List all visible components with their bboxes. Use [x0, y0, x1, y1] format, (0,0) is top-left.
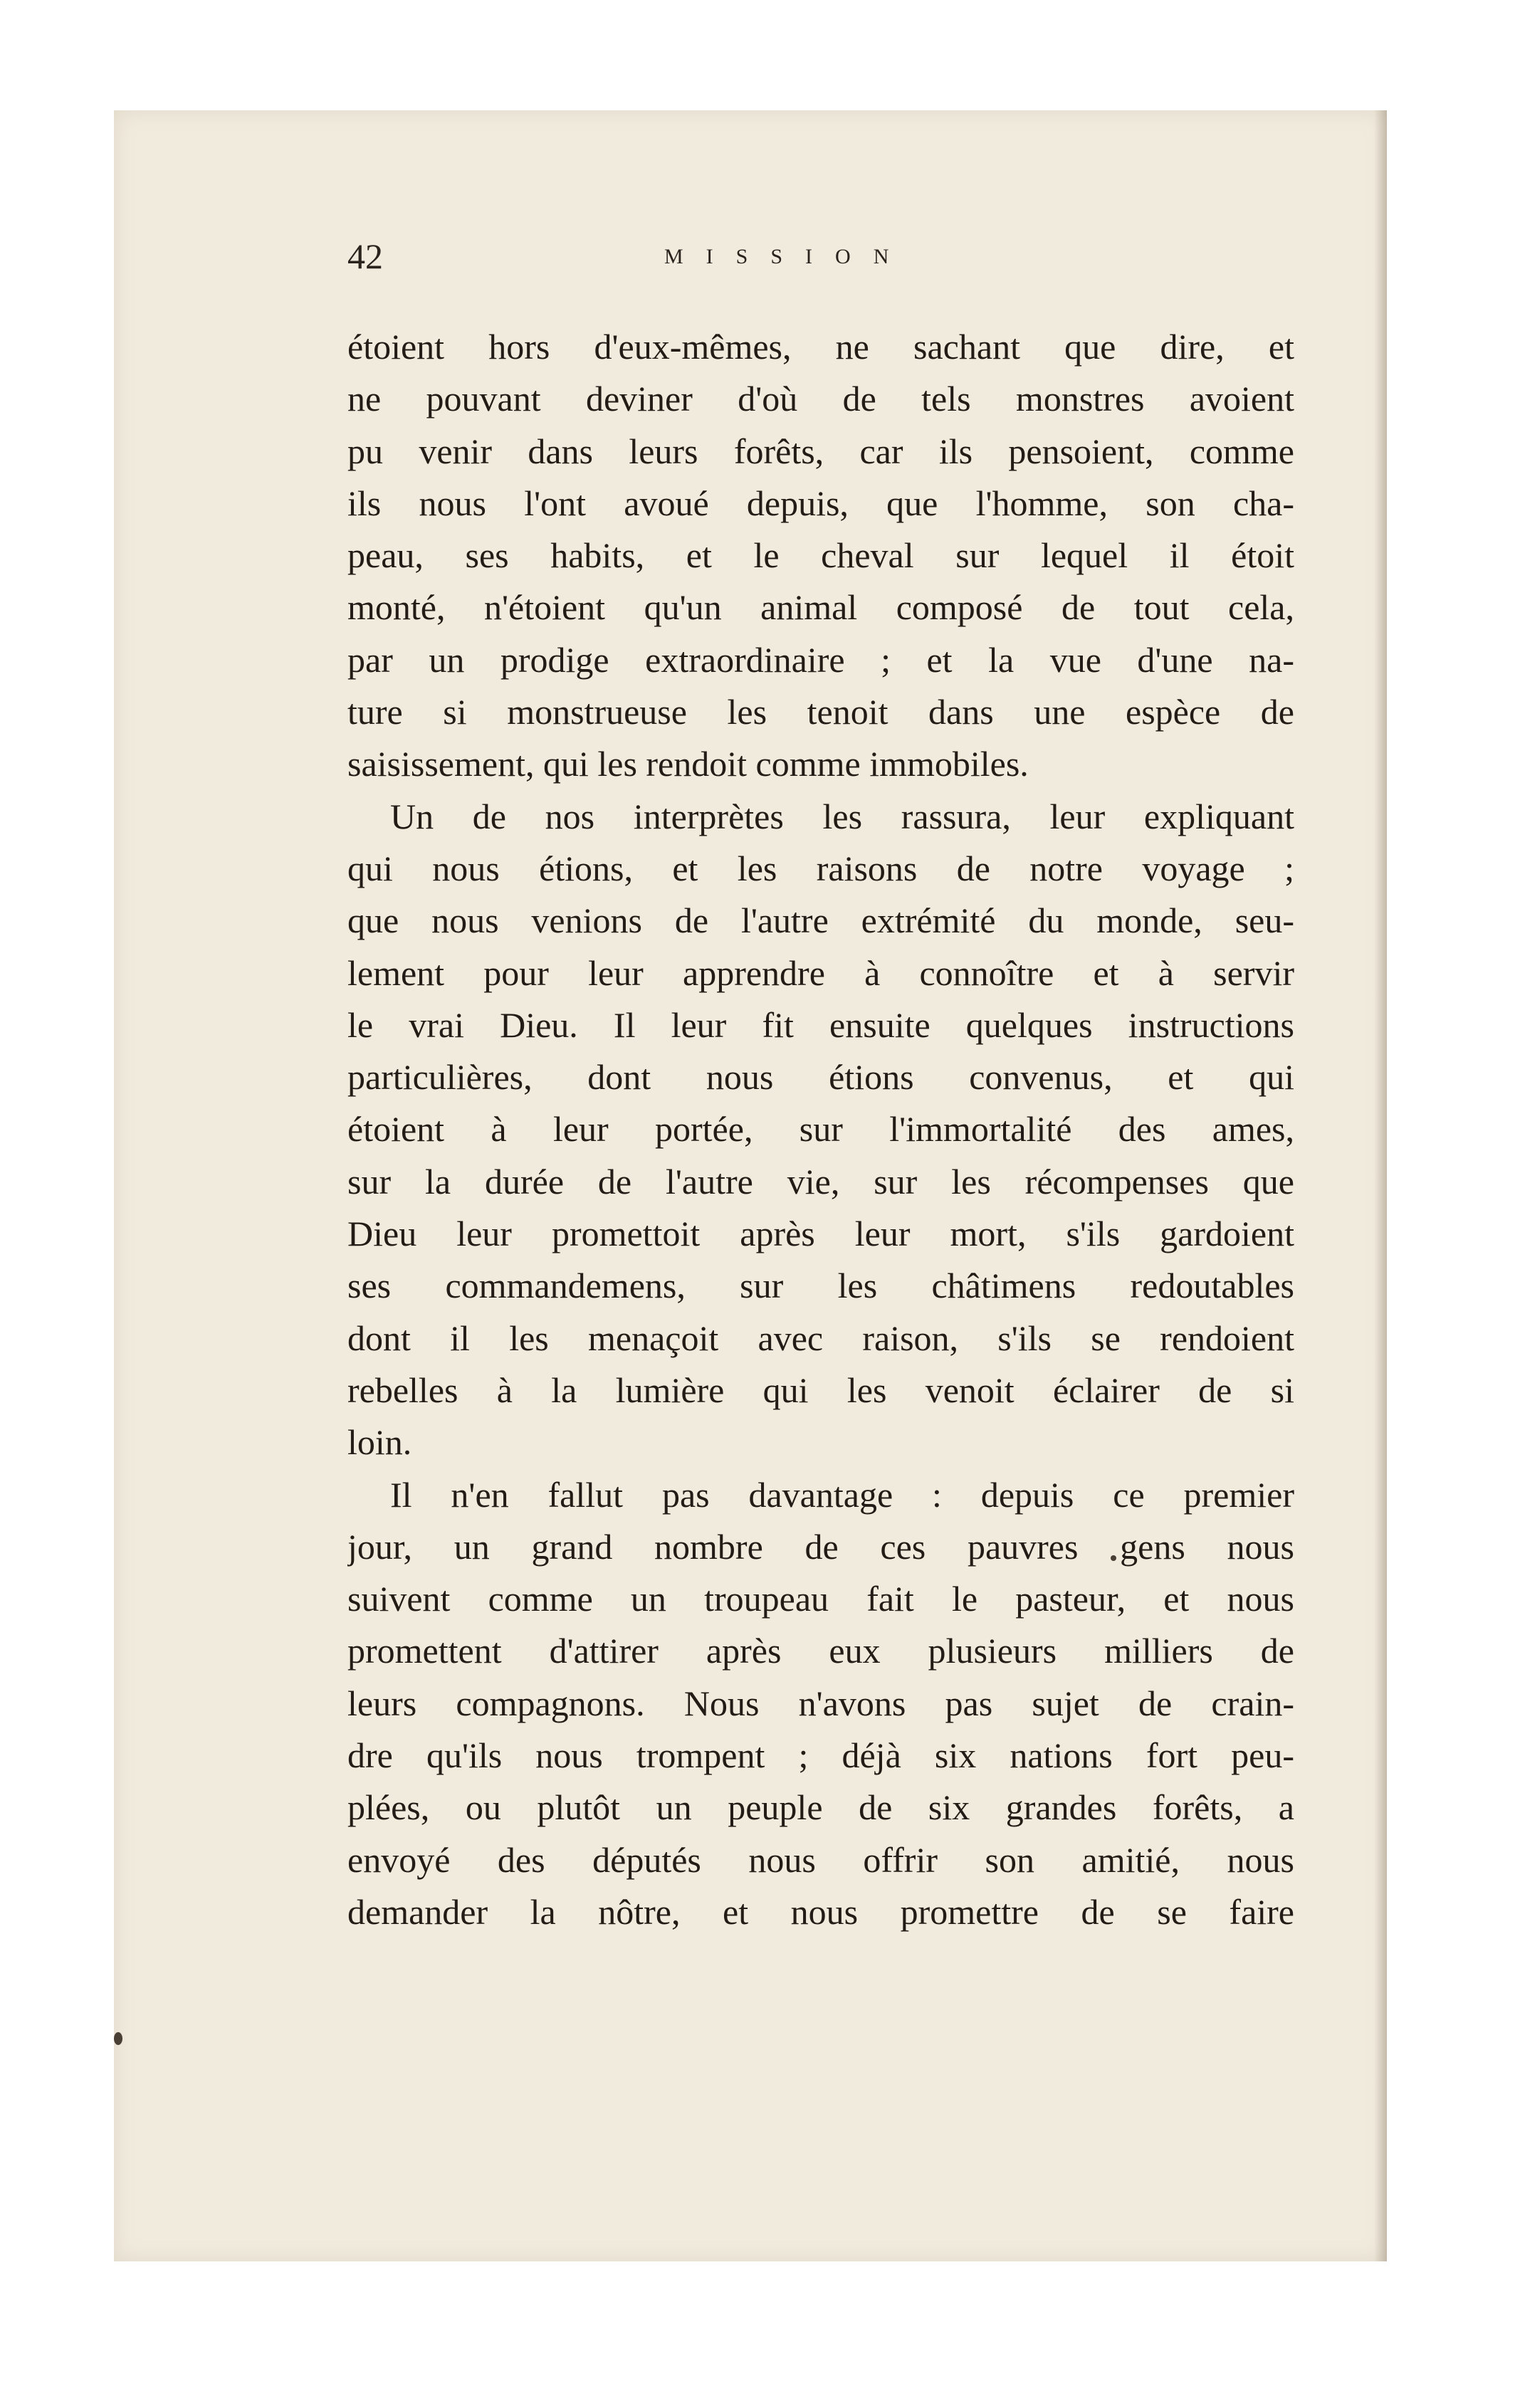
text-line: promettent d'attirer après eux plusieurs milliers de	[347, 1631, 1294, 1671]
text-line: envoyé des députés nous offrir son amitié, nous	[347, 1839, 1294, 1880]
text-line: par un prodige extraordinaire ; et la vue d'une na-	[347, 639, 1294, 680]
text-line: plées, ou plutôt un peuple de six grandes forêts, a	[347, 1787, 1294, 1828]
text-line: jour, un grand nombre de ces pauvres gens nous	[347, 1526, 1294, 1567]
text-line: Un de nos interprètes les rassura, leur expliquant	[390, 796, 1294, 836]
text-line: dont il les menaçoit avec raison, s'ils se rendoient	[347, 1318, 1294, 1358]
text-line: que nous venions de l'autre extrémité du monde, seu-	[347, 900, 1294, 941]
text-line: ture si monstrueuse les tenoit dans une espèce de	[347, 692, 1294, 732]
text-line: sur la durée de l'autre vie, sur les récompenses que	[347, 1161, 1294, 1202]
page-number: 42	[347, 236, 383, 276]
body-text	[347, 321, 1294, 1938]
ink-speck	[114, 2032, 122, 2045]
page-gutter-shadow	[1374, 110, 1387, 2261]
text-line: le vrai Dieu. Il leur fit ensuite quelques instructions	[347, 1004, 1294, 1045]
text-line: pu venir dans leurs forêts, car ils pensoient, comme	[347, 431, 1294, 471]
text-line: rebelles à la lumière qui les venoit éclairer de si	[347, 1369, 1294, 1410]
text-line: loin.	[347, 1422, 412, 1463]
running-head: MISSION	[664, 245, 912, 268]
text-line: Il n'en fallut pas davantage : depuis ce premier	[390, 1474, 1294, 1515]
text-line: ne pouvant deviner d'où de tels monstres avoient	[347, 379, 1294, 419]
text-line: leurs compagnons. Nous n'avons pas sujet de crain-	[347, 1683, 1294, 1723]
text-line: suivent comme un troupeau fait le pasteur, et nous	[347, 1579, 1294, 1619]
text-line: peau, ses habits, et le cheval sur lequel il étoit	[347, 535, 1294, 576]
text-line: demander la nôtre, et nous promettre de se faire	[347, 1891, 1294, 1932]
text-line: monté, n'étoient qu'un animal composé de tout cela,	[347, 587, 1294, 628]
text-line: dre qu'ils nous trompent ; déjà six nations fort peu-	[347, 1735, 1294, 1776]
text-line: ses commandemens, sur les châtimens redoutables	[347, 1266, 1294, 1306]
text-line: Dieu leur promettoit après leur mort, s'ils gardoient	[347, 1214, 1294, 1254]
page-header	[234, 235, 945, 278]
text-line: étoient hors d'eux-mêmes, ne sachant que dire, et	[347, 327, 1294, 367]
text-line: lement pour leur apprendre à connoître et à servir	[347, 952, 1294, 993]
text-line: saisissement, qui les rendoit comme immobiles.	[347, 744, 1029, 784]
text-line: particulières, dont nous étions convenus, et qui	[347, 1057, 1294, 1098]
text-line: étoient à leur portée, sur l'immortalité des ames,	[347, 1109, 1294, 1150]
text-line: ils nous l'ont avoué depuis, que l'homme, son cha-	[347, 483, 1294, 523]
text-line: qui nous étions, et les raisons de notre voyage ;	[347, 848, 1294, 888]
